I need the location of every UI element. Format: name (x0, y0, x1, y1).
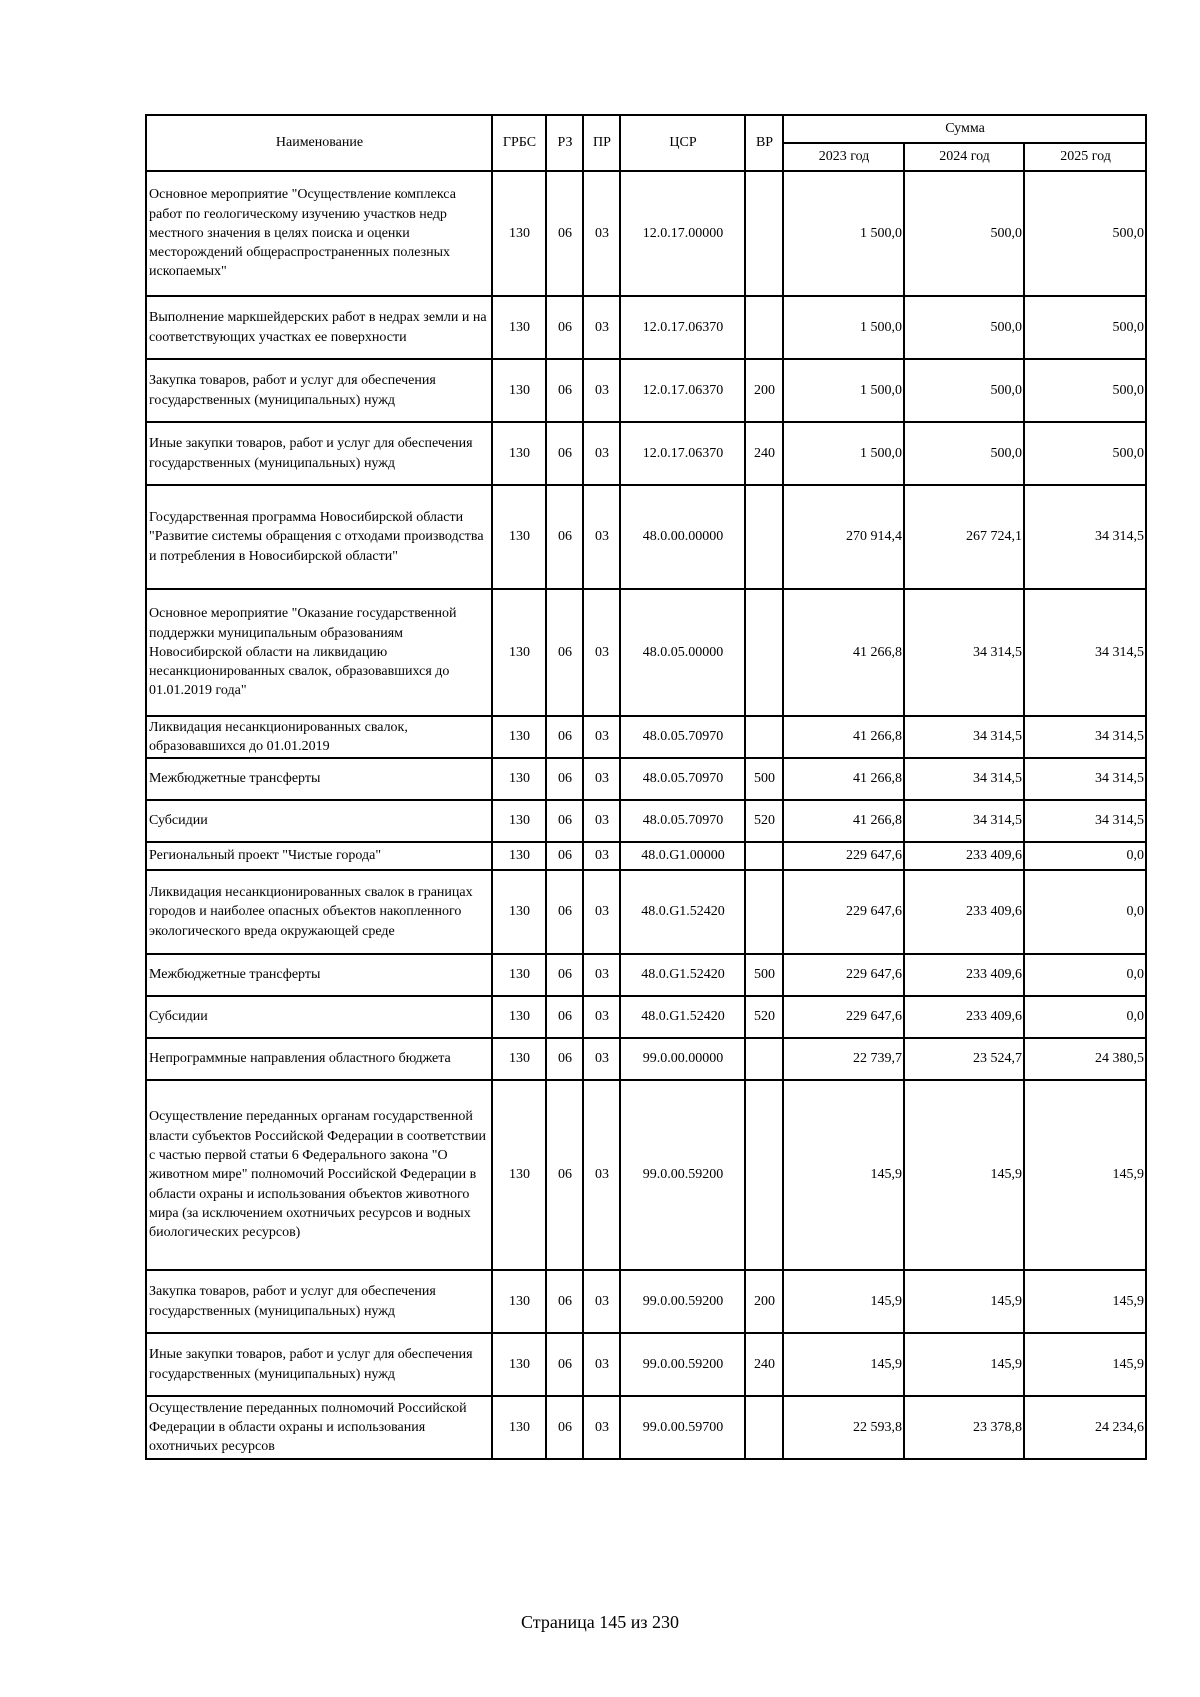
cell-2025: 24 380,5 (1024, 1038, 1146, 1080)
table-row (146, 171, 1146, 296)
cell-name: Межбюджетные трансферты (146, 758, 492, 800)
cell-vr (745, 842, 783, 870)
cell-grbs: 130 (492, 485, 546, 589)
header-csr: ЦСР (620, 115, 745, 171)
cell-rz: 06 (546, 716, 583, 758)
cell-name: Государственная программа Новосибирской области "Развитие системы обращения с отходами производства и потребления в Новосибирской области" (146, 485, 492, 589)
cell-csr: 48.0.G1.52420 (620, 954, 745, 996)
cell-csr: 48.0.05.70970 (620, 716, 745, 758)
cell-vr (745, 1396, 783, 1459)
cell-2023: 229 647,6 (783, 870, 904, 954)
cell-rz: 06 (546, 1396, 583, 1459)
cell-rz: 06 (546, 1333, 583, 1396)
cell-rz: 06 (546, 171, 583, 296)
cell-2025: 145,9 (1024, 1080, 1146, 1270)
table-row (146, 954, 1146, 996)
header-vr: ВР (745, 115, 783, 171)
cell-grbs: 130 (492, 800, 546, 842)
cell-rz: 06 (546, 954, 583, 996)
cell-2023: 1 500,0 (783, 422, 904, 485)
header-year-2025: 2025 год (1024, 143, 1146, 171)
cell-csr: 99.0.00.00000 (620, 1038, 745, 1080)
cell-grbs: 130 (492, 842, 546, 870)
cell-vr (745, 171, 783, 296)
cell-grbs: 130 (492, 716, 546, 758)
table-row (146, 996, 1146, 1038)
table-row (146, 1038, 1146, 1080)
cell-grbs: 130 (492, 758, 546, 800)
cell-2024: 500,0 (904, 422, 1024, 485)
table-row (146, 1080, 1146, 1270)
header-pr: ПР (583, 115, 620, 171)
cell-vr: 240 (745, 422, 783, 485)
cell-name: Осуществление переданных органам государственной власти субъектов Российской Федерации в соответствии с частью первой статьи 6 Федерального закона "О животном мире" полномочий Российской Федерации в области охраны и использования объектов животного мира (за исключением охотничьих ресурсов и водных биологических ресурсов) (146, 1080, 492, 1270)
cell-pr: 03 (583, 870, 620, 954)
cell-name: Ликвидация несанкционированных свалок, образовавшихся до 01.01.2019 (146, 716, 492, 758)
cell-2024: 145,9 (904, 1333, 1024, 1396)
cell-csr: 48.0.00.00000 (620, 485, 745, 589)
cell-vr (745, 870, 783, 954)
cell-name: Непрограммные направления областного бюджета (146, 1038, 492, 1080)
cell-grbs: 130 (492, 954, 546, 996)
header-sum: Сумма (783, 115, 1146, 143)
cell-csr: 12.0.17.06370 (620, 359, 745, 422)
cell-name: Основное мероприятие "Осуществление комплекса работ по геологическому изучению участков недр местного значения в целях поиска и оценки месторождений общераспространенных полезных ископаемых" (146, 171, 492, 296)
table-row (146, 296, 1146, 359)
cell-2023: 270 914,4 (783, 485, 904, 589)
cell-grbs: 130 (492, 171, 546, 296)
cell-2025: 145,9 (1024, 1270, 1146, 1333)
cell-name: Субсидии (146, 996, 492, 1038)
cell-name: Осуществление переданных полномочий Российской Федерации в области охраны и использования охотничьих ресурсов (146, 1396, 492, 1459)
cell-name: Ликвидация несанкционированных свалок в границах городов и наиболее опасных объектов накопленного экологического вреда окружающей среде (146, 870, 492, 954)
cell-vr: 200 (745, 1270, 783, 1333)
cell-pr: 03 (583, 485, 620, 589)
cell-2023: 22 593,8 (783, 1396, 904, 1459)
cell-csr: 48.0.05.00000 (620, 589, 745, 716)
cell-rz: 06 (546, 758, 583, 800)
cell-vr: 520 (745, 800, 783, 842)
table-row (146, 758, 1146, 800)
cell-vr: 500 (745, 758, 783, 800)
cell-2024: 500,0 (904, 359, 1024, 422)
table-row (146, 716, 1146, 758)
cell-rz: 06 (546, 296, 583, 359)
cell-2023: 22 739,7 (783, 1038, 904, 1080)
cell-2024: 233 409,6 (904, 842, 1024, 870)
table-row (146, 1396, 1146, 1459)
cell-2025: 500,0 (1024, 359, 1146, 422)
cell-grbs: 130 (492, 359, 546, 422)
cell-pr: 03 (583, 589, 620, 716)
cell-vr (745, 1080, 783, 1270)
cell-grbs: 130 (492, 996, 546, 1038)
cell-csr: 99.0.00.59200 (620, 1270, 745, 1333)
cell-2025: 0,0 (1024, 870, 1146, 954)
cell-vr (745, 296, 783, 359)
cell-2025: 34 314,5 (1024, 758, 1146, 800)
cell-csr: 48.0.G1.52420 (620, 996, 745, 1038)
cell-pr: 03 (583, 996, 620, 1038)
cell-pr: 03 (583, 1270, 620, 1333)
cell-2025: 24 234,6 (1024, 1396, 1146, 1459)
cell-2023: 145,9 (783, 1080, 904, 1270)
cell-vr: 520 (745, 996, 783, 1038)
cell-2023: 229 647,6 (783, 996, 904, 1038)
header-rz: РЗ (546, 115, 583, 171)
cell-csr: 12.0.17.00000 (620, 171, 745, 296)
cell-vr (745, 589, 783, 716)
cell-vr (745, 716, 783, 758)
cell-pr: 03 (583, 296, 620, 359)
page-number: Страница 145 из 230 (521, 1612, 679, 1632)
cell-2025: 34 314,5 (1024, 716, 1146, 758)
cell-2025: 500,0 (1024, 296, 1146, 359)
table-row (146, 1270, 1146, 1333)
cell-pr: 03 (583, 954, 620, 996)
cell-csr: 99.0.00.59200 (620, 1080, 745, 1270)
cell-rz: 06 (546, 996, 583, 1038)
table-row (146, 589, 1146, 716)
cell-pr: 03 (583, 716, 620, 758)
budget-table (145, 114, 1147, 1460)
cell-grbs: 130 (492, 870, 546, 954)
cell-csr: 99.0.00.59200 (620, 1333, 745, 1396)
table-row (146, 800, 1146, 842)
cell-name: Закупка товаров, работ и услуг для обеспечения государственных (муниципальных) нужд (146, 359, 492, 422)
cell-grbs: 130 (492, 422, 546, 485)
cell-2025: 145,9 (1024, 1333, 1146, 1396)
cell-name: Межбюджетные трансферты (146, 954, 492, 996)
cell-rz: 06 (546, 870, 583, 954)
cell-name: Субсидии (146, 800, 492, 842)
cell-grbs: 130 (492, 1396, 546, 1459)
cell-pr: 03 (583, 842, 620, 870)
table-row (146, 359, 1146, 422)
cell-name: Закупка товаров, работ и услуг для обеспечения государственных (муниципальных) нужд (146, 1270, 492, 1333)
cell-2023: 145,9 (783, 1270, 904, 1333)
cell-name: Иные закупки товаров, работ и услуг для обеспечения государственных (муниципальных) нужд (146, 1333, 492, 1396)
cell-vr: 500 (745, 954, 783, 996)
table-body (146, 171, 1146, 1459)
cell-name: Выполнение маркшейдерских работ в недрах земли и на соответствующих участках ее поверхности (146, 296, 492, 359)
cell-vr (745, 1038, 783, 1080)
cell-rz: 06 (546, 800, 583, 842)
cell-rz: 06 (546, 1080, 583, 1270)
cell-2023: 41 266,8 (783, 800, 904, 842)
cell-2023: 229 647,6 (783, 842, 904, 870)
cell-vr (745, 485, 783, 589)
cell-name: Иные закупки товаров, работ и услуг для обеспечения государственных (муниципальных) нужд (146, 422, 492, 485)
cell-rz: 06 (546, 589, 583, 716)
cell-2023: 145,9 (783, 1333, 904, 1396)
cell-rz: 06 (546, 485, 583, 589)
cell-grbs: 130 (492, 589, 546, 716)
cell-2025: 34 314,5 (1024, 589, 1146, 716)
cell-vr: 240 (745, 1333, 783, 1396)
table-row (146, 422, 1146, 485)
cell-2023: 1 500,0 (783, 296, 904, 359)
cell-2024: 34 314,5 (904, 716, 1024, 758)
cell-grbs: 130 (492, 1333, 546, 1396)
cell-name: Региональный проект "Чистые города" (146, 842, 492, 870)
cell-2025: 34 314,5 (1024, 800, 1146, 842)
cell-2024: 34 314,5 (904, 589, 1024, 716)
cell-2024: 23 524,7 (904, 1038, 1024, 1080)
cell-2025: 0,0 (1024, 954, 1146, 996)
cell-pr: 03 (583, 171, 620, 296)
header-year-2023: 2023 год (783, 143, 904, 171)
header-name: Наименование (146, 115, 492, 171)
cell-pr: 03 (583, 758, 620, 800)
cell-pr: 03 (583, 1080, 620, 1270)
cell-2025: 0,0 (1024, 996, 1146, 1038)
cell-2024: 233 409,6 (904, 996, 1024, 1038)
cell-2024: 500,0 (904, 171, 1024, 296)
cell-csr: 48.0.G1.00000 (620, 842, 745, 870)
cell-2023: 1 500,0 (783, 359, 904, 422)
cell-grbs: 130 (492, 296, 546, 359)
cell-2023: 41 266,8 (783, 758, 904, 800)
cell-csr: 48.0.G1.52420 (620, 870, 745, 954)
header-year-2024: 2024 год (904, 143, 1024, 171)
cell-2025: 500,0 (1024, 171, 1146, 296)
cell-csr: 48.0.05.70970 (620, 758, 745, 800)
cell-csr: 48.0.05.70970 (620, 800, 745, 842)
cell-csr: 99.0.00.59700 (620, 1396, 745, 1459)
cell-rz: 06 (546, 359, 583, 422)
cell-vr: 200 (745, 359, 783, 422)
cell-2023: 229 647,6 (783, 954, 904, 996)
cell-name: Основное мероприятие "Оказание государственной поддержки муниципальным образованиям Новосибирской области на ликвидацию несанкционированных свалок, образовавшихся до 01.01.2019 года" (146, 589, 492, 716)
cell-2023: 41 266,8 (783, 716, 904, 758)
table-row (146, 1333, 1146, 1396)
cell-2025: 34 314,5 (1024, 485, 1146, 589)
cell-rz: 06 (546, 842, 583, 870)
cell-grbs: 130 (492, 1038, 546, 1080)
cell-2023: 1 500,0 (783, 171, 904, 296)
cell-2024: 34 314,5 (904, 758, 1024, 800)
cell-rz: 06 (546, 1270, 583, 1333)
cell-2025: 500,0 (1024, 422, 1146, 485)
cell-2024: 145,9 (904, 1080, 1024, 1270)
table-row (146, 870, 1146, 954)
table-header (146, 115, 1146, 171)
cell-2024: 145,9 (904, 1270, 1024, 1333)
cell-pr: 03 (583, 1396, 620, 1459)
cell-rz: 06 (546, 1038, 583, 1080)
cell-pr: 03 (583, 1038, 620, 1080)
cell-pr: 03 (583, 422, 620, 485)
cell-2024: 267 724,1 (904, 485, 1024, 589)
cell-grbs: 130 (492, 1080, 546, 1270)
cell-pr: 03 (583, 1333, 620, 1396)
cell-2024: 34 314,5 (904, 800, 1024, 842)
cell-csr: 12.0.17.06370 (620, 422, 745, 485)
cell-2023: 41 266,8 (783, 589, 904, 716)
cell-rz: 06 (546, 422, 583, 485)
header-grbs: ГРБС (492, 115, 546, 171)
cell-2024: 233 409,6 (904, 870, 1024, 954)
cell-pr: 03 (583, 359, 620, 422)
cell-grbs: 130 (492, 1270, 546, 1333)
cell-2024: 233 409,6 (904, 954, 1024, 996)
cell-2025: 0,0 (1024, 842, 1146, 870)
cell-2024: 500,0 (904, 296, 1024, 359)
table-row (146, 842, 1146, 870)
cell-pr: 03 (583, 800, 620, 842)
cell-csr: 12.0.17.06370 (620, 296, 745, 359)
table-row (146, 485, 1146, 589)
cell-2024: 23 378,8 (904, 1396, 1024, 1459)
